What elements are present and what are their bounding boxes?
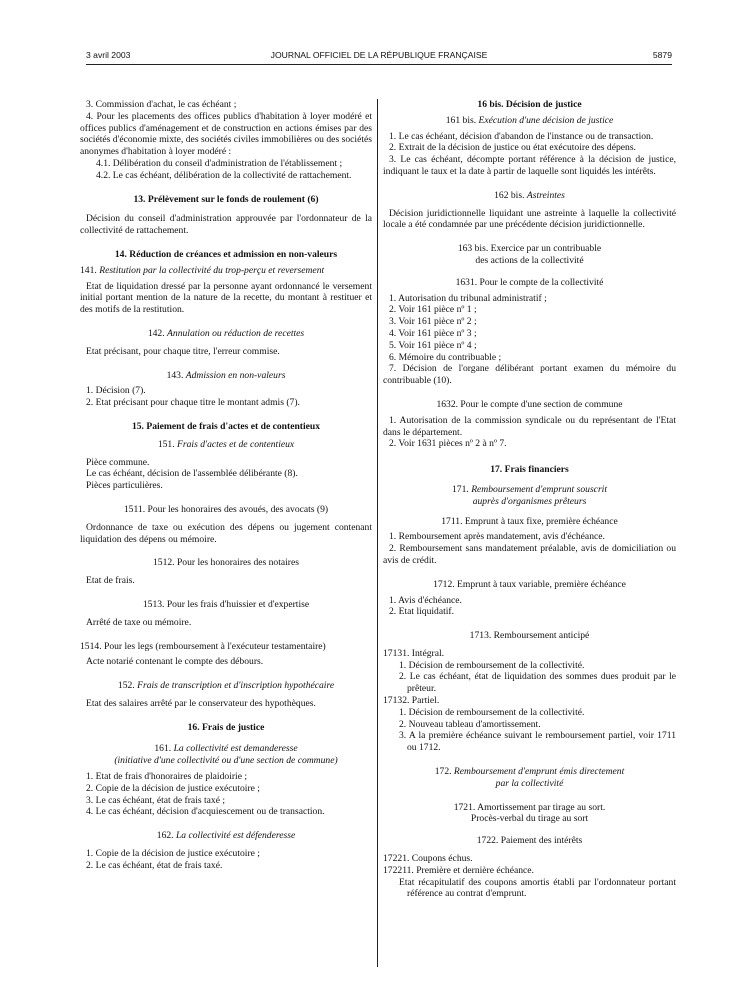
- subsection-number: 171.: [451, 483, 469, 495]
- header-journal-title: JOURNAL OFFICIEL DE LA RÉPUBLIQUE FRANÇAISE: [270, 50, 488, 60]
- subsection-title: Frais d'actes et de contentieux: [177, 438, 295, 450]
- section-heading: 16. Frais de justice: [187, 721, 265, 733]
- left-column: [80, 99, 372, 872]
- list-item: 2. Voir 161 pièce nº 1 ;: [389, 304, 477, 316]
- subsection-heading-line2: des actions de la collectivité: [475, 254, 584, 266]
- subsection-title: La collectivité est défenderesse: [175, 830, 296, 842]
- paragraph: Pièces particulières.: [86, 480, 163, 492]
- section-heading: 16 bis. Décision de justice: [477, 99, 582, 110]
- list-item: 2. Nouveau tableau d'amortissement.: [399, 718, 541, 730]
- subsection-title-line2: auprès d'organismes prêteurs: [472, 495, 587, 507]
- header-rule: [86, 64, 672, 65]
- paragraph: Etat de frais.: [86, 575, 135, 587]
- list-item: 2. Copie de la décision de justice exécutoire ;: [86, 782, 260, 794]
- list-item: 1. Décision (7).: [86, 385, 146, 397]
- list-item: 1. Remboursement après mandatement, avis d'échéance.: [389, 531, 605, 543]
- subsection-heading: [80, 743, 372, 755]
- list-item: 3. Le cas échéant, décompte portant référence à la décision de justice, indiquant le taux et la date à partir de laquelle sont liquidés les intérêts.: [383, 154, 676, 177]
- subsection-heading: 1711. Emprunt à taux fixe, première échéance: [441, 515, 618, 527]
- subsection-title: Astreintes: [526, 189, 565, 201]
- paragraph: Décision du conseil d'administration approuvée par l'ordonnateur de la collectivité de rattachement.: [80, 213, 372, 237]
- list-item: 2. Extrait de la décision de justice ou état exécutoire des dépens.: [389, 142, 636, 154]
- subsection-number: 151.: [157, 438, 175, 450]
- list-item: 3. Voir 161 pièce nº 2 ;: [389, 316, 477, 328]
- subsection-heading: [383, 484, 676, 496]
- subsection-number: 161.: [154, 743, 172, 755]
- list-item: 4. Le cas échéant, décision d'acquiescement ou de transaction.: [86, 806, 325, 818]
- list-item: 2. Etat liquidatif.: [389, 606, 455, 618]
- paragraph: Le cas échéant, décision de l'assemblée délibérante (8).: [86, 468, 298, 480]
- list-item: 4. Voir 161 pièce nº 3 ;: [389, 327, 477, 339]
- list-item: 1. Autorisation de la commission syndicale ou du représentant de l'Etat dans le département.: [383, 414, 676, 438]
- paragraph: Ordonnance de taxe ou exécution des dépens ou jugement contenant liquidation des dépens ou mémoire.: [80, 521, 372, 545]
- subsection-heading: 1721. Amortissement par tirage au sort.: [453, 801, 606, 813]
- subsection-heading: [80, 265, 372, 277]
- subsection-heading: 1722. Paiement des intérêts: [476, 835, 583, 847]
- section-heading: 17. Frais financiers: [490, 464, 569, 476]
- list-item: 5. Voir 161 pièce nº 4 ;: [389, 339, 477, 351]
- paragraph: Décision juridictionnelle liquidant une astreinte à laquelle la collectivité locale a été condamnée par une précédente décision juridictionnelle.: [383, 207, 676, 231]
- subsection-title-line2: par la collectivité: [495, 777, 564, 789]
- subsection-heading: [80, 680, 372, 692]
- subsection-heading: 1512. Pour les honoraires des notaires: [152, 557, 299, 569]
- subsection-heading: [383, 190, 676, 202]
- subsection-heading: 17131. Intégral.: [383, 647, 445, 659]
- subsection-number: 143.: [166, 369, 184, 381]
- list-item: 1. Décision de remboursement de la collectivité.: [399, 706, 585, 718]
- section-heading: 15. Paiement de frais d'actes et de contentieux: [131, 420, 321, 432]
- subsection-number: 162 bis.: [494, 189, 525, 201]
- subsection-heading: [383, 766, 676, 778]
- subsection-heading-line2: Procès-verbal du tirage au sort: [470, 813, 589, 825]
- subsection-heading: [80, 439, 372, 451]
- list-item: 1. Le cas échéant, décision d'abandon de l'instance ou de transaction.: [389, 130, 654, 142]
- subsection-heading: [383, 115, 676, 127]
- list-item: 3. A la première échéance suivant le remboursement partiel, voir 1711 ou 1712.: [399, 730, 676, 754]
- subsection-heading: 1511. Pour les honoraires des avoués, des avocats (9): [123, 503, 329, 515]
- subsection-heading: 1513. Pour les frais d'huissier et d'expertise: [142, 598, 310, 610]
- paragraph: Acte notarié contenant le compte des débours.: [86, 656, 264, 668]
- list-item: 2. Remboursement sans mandatement préalable, avis de domiciliation ou avis de crédit.: [383, 543, 676, 566]
- header-page-number: 5879: [652, 50, 672, 60]
- subsection-subtitle: (initiative d'une collectivité ou d'une section de commune): [114, 755, 338, 767]
- subsection-heading: [80, 328, 372, 340]
- subsection-title: Frais de transcription et d'inscription hypothécaire: [137, 680, 335, 692]
- list-item: 1. Autorisation du tribunal administratif ;: [389, 292, 547, 304]
- subsection-title: Admission en non-valeurs: [185, 369, 286, 381]
- list-item: 1. Avis d'échéance.: [389, 594, 462, 606]
- subsection-number: 172.: [434, 766, 452, 778]
- list-item: 2. Etat précisant pour chaque titre le montant admis (7).: [86, 397, 300, 409]
- subsection-number: 162.: [156, 830, 174, 842]
- subsection-heading: 1631. Pour le compte de la collectivité: [455, 276, 604, 288]
- list-item: 7. Décision de l'organe délibérant portant examen du mémoire du contribuable (10).: [383, 363, 676, 387]
- section-heading: 13. Prélèvement sur le fonds de roulement (6): [133, 193, 319, 205]
- subsection-heading: 17132. Partiel.: [383, 695, 440, 707]
- header-date: 3 avril 2003: [86, 50, 131, 60]
- subsection-heading: 1713. Remboursement anticipé: [469, 630, 590, 642]
- list-item: 4. Pour les placements des offices publics d'habitation à loyer modéré et offices publics d'aménagement et de construction en actions émises par des sociétés d'économie mixte, des sociétés civiles immobilières ou des sociétés anonymes d'habitation à loyer modéré :: [80, 110, 372, 158]
- paragraph: Pièce commune.: [86, 456, 150, 468]
- list-item: 2. Voir 1631 pièces nº 2 à nº 7.: [389, 438, 507, 450]
- paragraph: Etat de liquidation dressé par la personne ayant ordonnancé le versement initial portant mention de la nature de la recette, du montant à restituer et des motifs de la restitution.: [80, 280, 372, 316]
- subsection-heading: 172211. Première et dernière échéance.: [383, 864, 534, 876]
- subsection-heading: [80, 830, 372, 842]
- list-item: 4.2. Le cas échéant, délibération de la collectivité de rattachement.: [96, 169, 352, 181]
- subsection-heading: [80, 370, 372, 382]
- list-item: 4.1. Délibération du conseil d'administration de l'établissement ;: [96, 157, 343, 169]
- paragraph: Arrêté de taxe ou mémoire.: [86, 616, 192, 628]
- section-heading: 14. Réduction de créances et admission en non-valeurs: [114, 248, 338, 260]
- paragraph: Etat des salaires arrêté par le conservateur des hypothèques.: [86, 697, 316, 709]
- list-item: 1. Etat de frais d'honoraires de plaidoirie ;: [86, 771, 248, 783]
- subsection-title: La collectivité est demanderesse: [173, 743, 298, 755]
- list-item: 1. Décision de remboursement de la collectivité.: [399, 659, 585, 671]
- subsection-number: 141.: [80, 264, 97, 276]
- running-header: [86, 50, 672, 64]
- paragraph: Etat récapitulatif des coupons amortis établi par l'ordonnateur portant référence au contrat d'emprunt.: [399, 876, 676, 900]
- subsection-title: Exécution d'une décision de justice: [478, 114, 614, 126]
- subsection-title: Remboursement d'emprunt émis directement: [453, 766, 625, 778]
- subsection-number: 142.: [147, 327, 165, 339]
- list-item: 1. Copie de la décision de justice exécutoire ;: [86, 848, 260, 860]
- list-item: 2. Le cas échéant, état de frais taxé.: [86, 859, 223, 871]
- subsection-title: Remboursement d'emprunt souscrit: [471, 483, 608, 495]
- list-item: 3. Commission d'achat, le cas échéant ;: [86, 99, 237, 110]
- list-item: 6. Mémoire du contribuable ;: [389, 351, 502, 363]
- subsection-heading: 1514. Pour les legs (remboursement à l'exécuteur testamentaire): [80, 640, 326, 652]
- right-column: [383, 99, 676, 900]
- paragraph: Etat précisant, pour chaque titre, l'erreur commise.: [86, 345, 280, 357]
- subsection-number: 152.: [117, 680, 135, 692]
- subsection-heading: 17221. Coupons échus.: [383, 853, 473, 865]
- subsection-heading: 163 bis. Exercice par un contribuable: [457, 243, 602, 255]
- subsection-heading: 1632. Pour le compte d'une section de commune: [436, 398, 623, 410]
- list-item: 3. Le cas échéant, état de frais taxé ;: [86, 794, 226, 806]
- subsection-title: Restitution par la collectivité du trop-perçu et reversement: [99, 264, 325, 276]
- subsection-heading: 1712. Emprunt à taux variable, première échéance: [433, 578, 626, 590]
- column-divider: [377, 99, 378, 967]
- list-item: 2. Le cas échéant, état de liquidation des sommes dues produit par le prêteur.: [399, 671, 676, 695]
- subsection-number: 161 bis.: [445, 114, 477, 126]
- subsection-title: Annulation ou réduction de recettes: [167, 327, 305, 339]
